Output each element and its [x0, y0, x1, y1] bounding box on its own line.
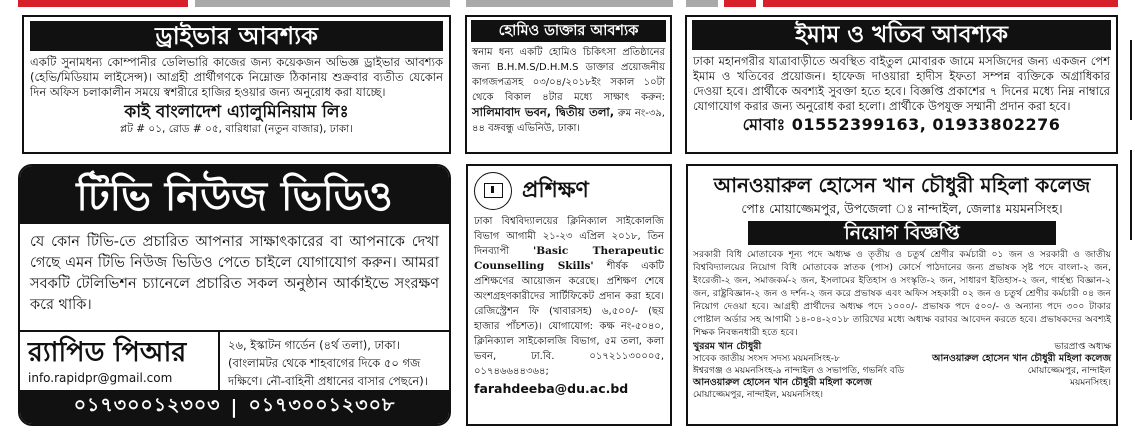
brand-name: র‍্যাপিড পিআর: [28, 337, 187, 368]
ad-body: [468, 214, 670, 379]
company-address: প্লট # ০১, রোড # ০৫, বারিধারা (নতুন বাজার), ঢাকা।: [120, 123, 353, 135]
ad-header: [468, 166, 670, 214]
signatory-line: ঈশ্বরগঞ্জ ও ময়মনসিংহ-৯ নান্দাইল ও সভাপতি, গভর্নিং বডি: [693, 366, 905, 376]
signature-left: [693, 341, 908, 401]
ad-body-pre: ঢাকা বিশ্ববিদ্যালয়ের ক্লিনিক্যাল সাইকোলজি বিভাগ আগামী ২১-২৩ এপ্রিল ২০১৮, তিন দিনব্যাপী: [474, 216, 664, 257]
ad-title: টিভি নিউজ ভিডিও: [20, 166, 449, 224]
top-strip-gray: [686, 0, 718, 7]
ad-body-post: শীর্ষক একটি প্রশিক্ষণের আয়োজন করেছে। প্রশিক্ষণ শেষে অংশগ্রহণকারীদের সার্টিফিকেট প্রদান করা হবে। রেজিস্ট্রেশন ফি (খাবারসহ) ৬,৫০০/- (ছয় হাজার পাঁচশত)। যোগাযোগ: কক্ষ নং-৫০৪০, ক্লিনিক্যাল সাইকোলজি বিভাগ, ৫ম তলা, কলা ভবন, ঢা.বি. ০১৭২১১৩০০০৫, ০১৭৪৬৬৪৪৩৬৪;: [474, 261, 664, 377]
top-strip-red: [724, 0, 756, 7]
signatory-name: খুররম খান চৌধুরী: [693, 341, 762, 352]
ad-place: সালিমাবাদ ভবন, দ্বিতীয় তলা,: [472, 105, 615, 119]
brand-email: info.rapidpr@gmail.com: [28, 371, 173, 385]
signatory-line: আনওয়ারুল হোসেন খান চৌধুরী মহিলা কলেজ: [932, 353, 1111, 364]
ad-contact-row: [20, 330, 449, 392]
brand-address: ২৬, ইস্কাটন গার্ডেন (৪র্থ তলা), ঢাকা। (বাংলামটর থেকে শাহবাগের দিকে ৫০ গজ দক্ষিণে। নৌ-বাহিনী প্রধানের বাসার পেছনে)।: [228, 338, 428, 388]
ad-body: যে কোন টিভি-তে প্রচারিত আপনার সাক্ষাৎকারের বা আপনাকে দেখা গেছে এমন টিভি নিউজ ভিডিও পেতে চাইলে যোগাযোগ করুন। আমরা সবকটি টেলিভিশন চ্যানেলে প্রচারিত সকল অনুষ্ঠান আর্কাইভে সংরক্ষণ করে থাকি।: [30, 234, 439, 313]
top-strip-red-left: [18, 0, 188, 7]
ad-title: প্রশিক্ষণ: [522, 177, 589, 203]
signature-right: [921, 341, 1111, 401]
phone-bar: [20, 390, 449, 424]
phone-separator: |: [230, 396, 239, 418]
top-strip-gray: [195, 0, 450, 7]
signatory-line: আনওয়ারুল হোসেন খান চৌধুরী মহিলা কলেজ: [693, 377, 872, 388]
university-logo-icon: [474, 172, 512, 210]
ad-driver-wanted: [22, 15, 451, 154]
ad-title: হোমিও ডাক্তার আবশ্যক: [471, 20, 666, 42]
ad-body: একটি সুনামধন্য কোম্পানীর ডেলিভারি কাজের জন্য কয়েকজন অভিজ্ঞ ড্রাইভার আবশ্যক (হেভি/মিডিয়াম লাইসেন্স)। আগ্রহী প্রার্থীগণকে নিম্নোক্ত ঠিকানায় শুক্রবার ব্যতীত যেকোন দিন অফিস চলাকালীন সময়ে স্বশরীরে হাজির হওয়ার জন্য অনুরোধ করা যাচ্ছে।: [30, 55, 443, 99]
signatures: [688, 339, 1116, 401]
course-title: 'Basic Therapeutic Counselling Skills': [474, 245, 664, 272]
contact-email: farahdeeba@du.ac.bd: [474, 381, 629, 396]
top-strip-gray: [466, 0, 673, 7]
company-name: কাই বাংলাদেশ এ্যালুমিনিয়াম লিঃ: [124, 102, 349, 122]
ad-body: সরকারী বিধি মোতাবেক শূন্য পদে অধ্যক্ষ ও তৃতীয় ও চতুর্থ শ্রেণীর কর্মচারী ০১ জন ও সরকারী ও জাতীয় বিশ্ববিদ্যালয়ের নিয়োগ বিধি মোতাবেক স্নাতক (পাস) কোর্সে পাঠদানের জন্য প্রভাষক সৃষ্ট পদে বাংলা-২ জন, ইংরেজী-২ জন, সমাজকর্ম-২ জন, ইসলামের ইতিহাস ও সংস্কৃতি-২ জন, সাধারণ ইতিহাস-২ জন, গার্হস্থ্য বিজ্ঞান-২ জন, রাষ্ট্রবিজ্ঞান-২ জন ও দর্শন-২ জন করে প্রভাষক এবং অফিস সহকারী ০২ জন ও চতুর্থ শ্রেণীর কর্মচারী ০৪ জন নিয়োগ দেওয়া হবে। আগ্রহী প্রার্থীদের অধ্যক্ষ পদে ১০০০/- প্রভাষক পদে ৫০০/- ও অন্যান্য পদে ৩০০ টাকার পোষ্টাল অর্ডার সহ আগামী ১৪-০৪-২০১৮ তারিখের মধ্যে অধ্যক্ষ বরাবর আবেদন করতে হবে। প্রভাষকদের অবশ্যই শিক্ষক নিবন্ধনধারী হতে হবে।: [693, 249, 1111, 338]
ad-title: ইমাম ও খতিব আবশ্যক: [692, 20, 1111, 50]
phone-number-2: ০১৭৩০০১২৩০৮: [248, 394, 396, 416]
ad-college-recruitment: [686, 164, 1118, 426]
phone-number-1: ০১৭৩০০১২৩০৩: [73, 394, 221, 416]
college-name: আনওয়ারুল হোসেন খান চৌধুরী মহিলা কলেজ: [713, 173, 1091, 197]
edge-rule: [1130, 40, 1132, 120]
ad-body: ঢাকা মহানগরীর যাত্রাবাড়ীতে অবস্থিত বাইতুল মোবারক জামে মসজিদের জন্য একজন পেশ ইমাম ও খতিবের প্রয়োজন। হাফেজ দাওয়ারা হাদীস ইফতা সম্পন্ন ব্যক্তিকে অগ্রাধিকার দেওয়া হবে। প্রার্থীকে অবশ্যই সুবক্তা হতে হবে। বিজ্ঞপ্তি প্রকাশের ৭ দিনের মধ্যে নিম্ন নাম্বারে যোগাযোগ করার জন্য অনুরোধ করা হলো। প্রার্থীকে উপযুক্ত সম্মানী প্রদান করা হবে।: [693, 54, 1110, 113]
ad-body: [467, 44, 670, 137]
ad-homeo-doctor-wanted: [465, 15, 672, 154]
brand-cell: [20, 332, 220, 392]
signatory-title: ভারপ্রাপ্ত অধ্যক্ষ: [1054, 342, 1111, 352]
ad-imam-khatib-wanted: [685, 15, 1118, 154]
ad-phone: মোবাঃ 01552399163, 01933802276: [742, 115, 1061, 134]
ad-tv-news-video: [18, 164, 451, 426]
ad-title: ড্রাইভার আবশ্যক: [30, 21, 443, 51]
signatory-line: সাবেক জাতীয় সংসদ সদস্য ময়মনসিংহ-৮: [693, 354, 840, 364]
college-address: পোঃ মোয়াজ্জেমপুর, উপজেলা ঃ নান্দাইল, জেলাঃ ময়মনসিংহ।: [741, 201, 1063, 216]
signatory-line: মোয়াজ্জেমপুর, নান্দাইল: [1027, 366, 1111, 376]
ad-body-text: স্বনাম ধন্য একটি হোমিও চিকিৎসা প্রতিষ্ঠানের জন্য B.H.M.S/D.H.M.S ডাক্তার প্রয়োজনীয় কাগজপত্রসহ ০৩/০৪/২০১৮ইং সকাল ১০টা থেকে বিকাল ৪টার মধ্যে সাক্ষাৎ করুন:: [472, 47, 665, 103]
signatory-line: মোয়াজ্জেমপুর, নান্দাইল, ময়মনসিংহ।: [693, 390, 823, 400]
signatory-line: ময়মনসিংহ।: [1069, 378, 1111, 388]
top-strip-red-right: [763, 0, 1118, 7]
ad-title: নিয়োগ বিজ্ঞপ্তি: [748, 221, 1056, 245]
ad-room: রুম নং-৩৯, ৪৪ বঙ্গবন্ধু এভিনিউ, ঢাকা।: [472, 108, 665, 134]
edge-rule: [1130, 150, 1132, 240]
ad-training: [466, 164, 672, 426]
